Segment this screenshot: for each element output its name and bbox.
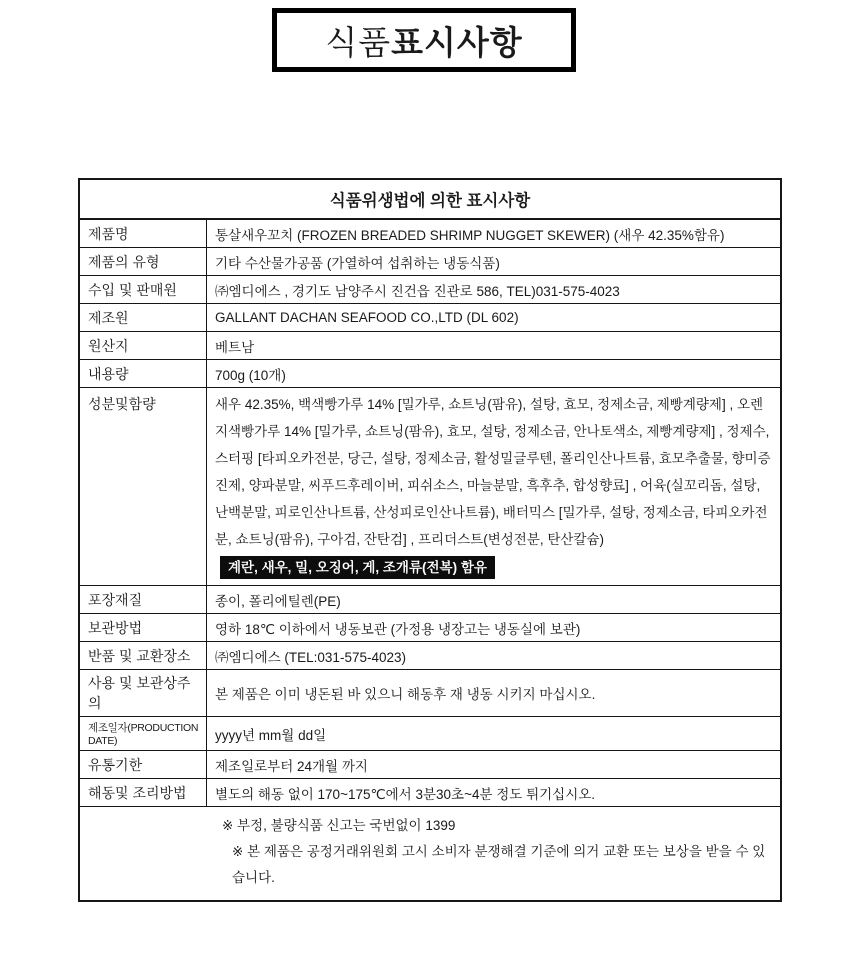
- row-label: 수입 및 판매원: [80, 276, 207, 303]
- row-value: 제조일로부터 24개월 까지: [215, 758, 368, 774]
- table-row-manufacturer: [80, 304, 780, 332]
- row-label: 원산지: [80, 332, 207, 359]
- table-row-origin: [80, 332, 780, 360]
- row-label: 내용량: [80, 360, 207, 387]
- row-value: 본 제품은 이미 냉돈된 바 있으니 해동후 재 냉동 시키지 마십시오.: [215, 687, 596, 702]
- row-label: 제조원: [80, 304, 207, 331]
- row-value: 베트남: [215, 339, 255, 355]
- allergen-badge: 계란, 새우, 밀, 오징어, 게, 조개류(전복) 함유: [220, 556, 495, 579]
- row-value: 700g (10개): [215, 367, 286, 383]
- row-value: ㈜엠디에스 , 경기도 남양주시 진건읍 진관로 586, TEL)031-575-4023: [215, 283, 620, 299]
- table-row-packaging: [80, 586, 780, 614]
- table-header: 식품위생법에 의한 표시사항: [80, 180, 780, 220]
- row-value: ㈜엠디에스 (TEL:031-575-4023): [215, 649, 406, 665]
- row-label: 유통기한: [80, 751, 207, 778]
- row-value: yyyy년 mm월 dd일: [215, 727, 327, 743]
- row-value: 종이, 폴리에틸렌(PE): [215, 593, 341, 609]
- table-row-importer-seller: [80, 276, 780, 304]
- row-value: 기타 수산물가공품 (가열하여 섭취하는 냉동식품): [215, 255, 500, 271]
- row-value: [207, 388, 780, 585]
- page-title: [272, 8, 576, 72]
- footnote-compensation-line: ※ 본 제품은 공정거래위원회 고시 소비자 분쟁해결 기준에 의거 교환 또는 보상을 받을 수 있습니다.: [232, 844, 766, 885]
- row-value: 통살새우꼬치 (FROZEN BREADED SHRIMP NUGGET SKEWER) (새우 42.35%함유): [215, 227, 725, 243]
- table-row-product-type: [80, 248, 780, 276]
- page-title-regular: 식품: [325, 23, 392, 61]
- table-row-production-date: [80, 717, 780, 751]
- page-title-bold: 표시사항: [391, 23, 523, 61]
- table-row-storage: [80, 614, 780, 642]
- row-label: 성분및함량: [80, 388, 207, 585]
- table-row-net-content: [80, 360, 780, 388]
- table-row-product-name: [80, 220, 780, 248]
- row-label: 반품 및 교환장소: [80, 642, 207, 669]
- row-value: 영하 18℃ 이하에서 냉동보관 (가정용 냉장고는 냉동실에 보관): [215, 621, 581, 637]
- table-footnotes: [80, 807, 780, 900]
- ingredients-text: 새우 42.35%, 백색빵가루 14% [밀가루, 쇼트닝(팜유), 설탕, 효모, 정제소금, 제빵계량제] , 오렌지색빵가루 14% [밀가루, 쇼트닝(팜유), 효모, 설탕, 정제소금, 안나토색소, 제빵계량제] , 정제수, 스터핑 [타피오카전분, 당근, 설탕, 정제소금, 활성밀글루텐, 폴리인산나트륨, 효모추출물, 향미증진제, 양파분말, 씨푸드후레이버, 피쉬소스, 마늘분말, 흑후추, 합성향료] , 어육(실꼬리돔, 설탕, 난백분말, 피로인산나트륨, 산성피로인산나트륨), 배터믹스 [밀가루, 설탕, 정제소금, 타피오카전분, 쇼트닝(팜유), 구아검, 잔탄검] , 프리더스트(변성전분, 탄산칼슘): [215, 397, 771, 547]
- row-label: 해동및 조리방법: [80, 779, 207, 806]
- row-value: 별도의 해동 없이 170~175℃에서 3분30초~4분 정도 튀기십시오.: [215, 786, 596, 802]
- row-value: GALLANT DACHAN SEAFOOD CO.,LTD (DL 602): [215, 310, 519, 325]
- table-row-return-exchange: [80, 642, 780, 670]
- table-row-ingredients: [80, 388, 780, 586]
- row-label: 사용 및 보관상주의: [80, 670, 207, 716]
- row-label: 제조일자(PRODUCTION DATE): [80, 717, 207, 750]
- table-row-thawing-cooking: [80, 779, 780, 807]
- row-label: 보관방법: [80, 614, 207, 641]
- row-label: 제품의 유형: [80, 248, 207, 275]
- table-row-usage-caution: [80, 670, 780, 717]
- row-label: 제품명: [80, 220, 207, 247]
- food-label-table: [78, 178, 782, 902]
- table-row-shelf-life: [80, 751, 780, 779]
- footnote-report-line: ※ 부정, 불량식품 신고는 국번없이 1399: [222, 818, 456, 833]
- row-label: 포장재질: [80, 586, 207, 613]
